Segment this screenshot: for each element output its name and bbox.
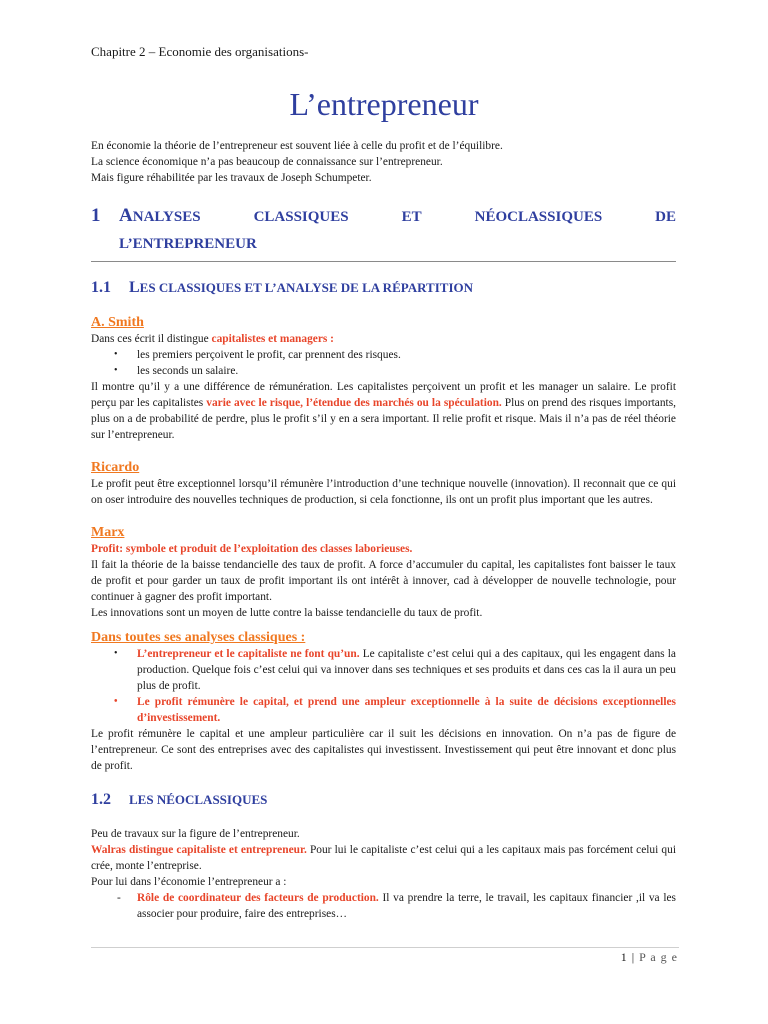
marx-highlight: Profit: symbole et produit de l’exploitation des classes laborieuses. (91, 543, 413, 555)
list-item: • les premiers perçoivent le profit, car prennent des risques. (137, 347, 676, 363)
page-label: P a g e (639, 950, 678, 964)
marx-paragraph: Il fait la théorie de la baisse tendancielle des taux de profit. A force d’accumuler du capital, les capitalistes font baisser le taux de profit et pour garder un taux de profit important ils ont intérêt à innover, cad à développer de nouvelle technologie, pour continuer à gagner des profit important. (91, 559, 676, 603)
classiques-heading: Dans toutes ses analyses classiques : (91, 630, 306, 645)
smith-heading: A. Smith (91, 315, 144, 330)
smith-intro: Dans ces écrit il distingue capitalistes et managers : (91, 333, 334, 345)
section-number: 1 (91, 205, 101, 226)
section-title: ANALYSES CLASSIQUES ET NÉOCLASSIQUES DE L’ENTREPRENEUR (119, 205, 677, 252)
marx-paragraph-2: Les innovations sont un moyen de lutte contre la baisse tendancielle du taux de profit. (91, 607, 483, 619)
ricardo-paragraph: Le profit peut être exceptionnel lorsqu’il rémunère l’introduction d’une technique nouvelle (innovation). Il reconnait que ce qui on oser introduire des nouvelles techniques de production, si cela fonctionne, ils ont un profit plus important que les autres. (91, 478, 676, 506)
section-title: LES CLASSIQUES ET L’ANALYSE DE LA RÉPARTITION (129, 279, 473, 296)
ricardo-heading: Ricardo (91, 460, 140, 475)
classiques-bullet-list (91, 646, 676, 726)
intro-line: La science économique n’a pas beaucoup de connaissance sur l’entrepreneur. (91, 156, 443, 168)
page-number: 1 (620, 950, 628, 964)
footer-divider (91, 947, 679, 948)
list-item: • L’entrepreneur et le capitaliste ne font qu’un. Le capitaliste c’est celui qui a des capitaux, qui les engagent dans la production. Quelque fois c’est celui qui va innover dans ses techniques et ses produits et dans ces cas la il aura un peu plus de profit. (137, 646, 676, 694)
section-number: 1.1 (91, 279, 111, 296)
list-item: • Le profit rémunère le capital, et prend une ampleur exceptionnelle à la suite de décisions exceptionnelles d’investissement. (137, 694, 676, 726)
neo-dash-list (91, 890, 676, 922)
smith-paragraph: Il montre qu’il y a une différence de rémunération. Les capitalistes perçoivent un profit et les manager un salaire. Le profit perçu par les capitalistes varie avec le risque, l’étendue des marchés ou la spéculation. Plus on prend des risques importants, plus on a de probabilité de perdre, plus le profit s’il y en a sera important. Il relie profit et risque. Mais il n’a pas de réel théorie sur l’entrepreneur. (91, 381, 676, 441)
list-item: - Rôle de coordinateur des facteurs de production. Il va prendre la terre, le travail, les capitaux financier ,il va les associer pour produire, faire des entreprises… (137, 890, 676, 922)
neo-intro: Peu de travaux sur la figure de l’entrepreneur. (91, 828, 300, 840)
section-1-heading (91, 202, 676, 262)
neo-line: Pour lui dans l’économie l’entrepreneur a : (91, 876, 287, 888)
section-number: 1.2 (91, 791, 111, 808)
smith-bullet-list (91, 347, 676, 379)
section-1-2-heading (91, 792, 676, 808)
page-title: L’entrepreneur (289, 86, 479, 122)
document-body (91, 138, 676, 922)
list-item: • les seconds un salaire. (137, 363, 676, 379)
walras-paragraph: Walras distingue capitaliste et entrepreneur. Pour lui le capitaliste c’est celui qui a les capitaux mais pas forcément celui qui crée, monte l’entreprise. (91, 844, 676, 872)
intro-line: Mais figure réhabilitée par les travaux de Joseph Schumpeter. (91, 172, 372, 184)
intro-line: En économie la théorie de l’entrepreneur est souvent liée à celle du profit et de l’équilibre. (91, 140, 503, 152)
section-1-1-heading (91, 280, 676, 296)
classiques-paragraph: Le profit rémunère le capital et une ampleur particulière car il suit les décisions en innovation. On n’a pas de figure de l’entrepreneur. Ce sont des entreprises avec des capitalistes qui investissent. Investissement qui peut être innovant et donc plus de profit. (91, 728, 676, 772)
section-title: LES NÉOCLASSIQUES (129, 792, 268, 807)
running-header: Chapitre 2 – Economie des organisations- (91, 44, 309, 59)
marx-heading: Marx (91, 525, 125, 540)
page-footer: 1 | P a g e (620, 950, 678, 964)
